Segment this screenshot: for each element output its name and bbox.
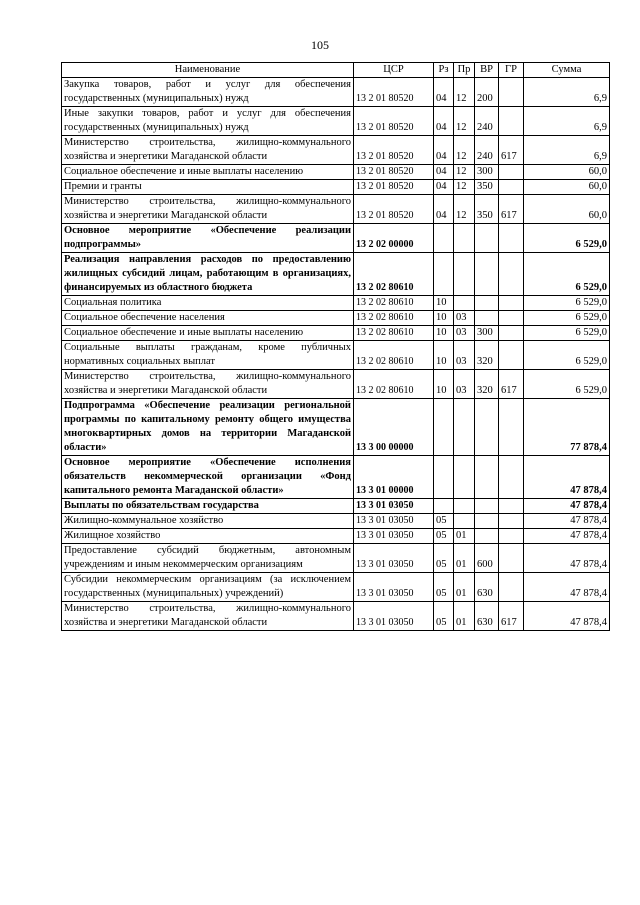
cell-gr xyxy=(499,165,524,180)
cell-csr: 13 2 02 80610 xyxy=(354,311,434,326)
cell-csr: 13 2 02 80610 xyxy=(354,370,434,399)
cell-rz xyxy=(434,456,454,499)
header-rz: Рз xyxy=(434,63,454,78)
table-row xyxy=(62,499,610,514)
table-row xyxy=(62,529,610,544)
cell-gr: 617 xyxy=(499,370,524,399)
cell-vr xyxy=(475,311,499,326)
cell-vr xyxy=(475,514,499,529)
header-name: Наименование xyxy=(62,63,354,78)
cell-sum: 6 529,0 xyxy=(524,224,610,253)
cell-name: Реализация направления расходов по предоставлению жилищных субсидий лицам, работающим в организациях, финансируемых из областного бюджета xyxy=(62,253,354,296)
cell-pr: 01 xyxy=(454,529,475,544)
cell-vr: 300 xyxy=(475,326,499,341)
cell-csr: 13 2 02 80610 xyxy=(354,326,434,341)
cell-gr xyxy=(499,326,524,341)
cell-sum: 47 878,4 xyxy=(524,602,610,631)
cell-gr xyxy=(499,529,524,544)
cell-sum: 60,0 xyxy=(524,180,610,195)
cell-gr xyxy=(499,78,524,107)
table-row xyxy=(62,311,610,326)
table-body xyxy=(62,78,610,631)
cell-rz: 10 xyxy=(434,370,454,399)
cell-pr: 03 xyxy=(454,370,475,399)
cell-name: Подпрограмма «Обеспечение реализации региональной программы по капитальному ремонту общего имущества многоквартирных домов на территории Магаданской области» xyxy=(62,399,354,456)
cell-csr: 13 3 01 03050 xyxy=(354,544,434,573)
cell-vr: 350 xyxy=(475,180,499,195)
cell-gr xyxy=(499,499,524,514)
cell-name: Социальная политика xyxy=(62,296,354,311)
cell-csr: 13 3 01 03050 xyxy=(354,573,434,602)
cell-csr: 13 3 01 03050 xyxy=(354,529,434,544)
cell-gr xyxy=(499,107,524,136)
cell-sum: 47 878,4 xyxy=(524,529,610,544)
cell-gr xyxy=(499,253,524,296)
cell-pr: 12 xyxy=(454,180,475,195)
cell-gr xyxy=(499,544,524,573)
budget-table xyxy=(61,62,610,631)
cell-gr: 617 xyxy=(499,136,524,165)
cell-sum: 47 878,4 xyxy=(524,544,610,573)
table-row xyxy=(62,253,610,296)
cell-rz: 04 xyxy=(434,165,454,180)
table-row xyxy=(62,180,610,195)
cell-sum: 6,9 xyxy=(524,107,610,136)
cell-csr: 13 2 02 80610 xyxy=(354,253,434,296)
cell-name: Жилищно-коммунальное хозяйство xyxy=(62,514,354,529)
cell-pr: 03 xyxy=(454,341,475,370)
cell-rz: 10 xyxy=(434,341,454,370)
cell-csr: 13 2 02 00000 xyxy=(354,224,434,253)
cell-name: Иные закупки товаров, работ и услуг для обеспечения государственных (муниципальных) нужд xyxy=(62,107,354,136)
cell-name: Министерство строительства, жилищно-коммунального хозяйства и энергетики Магаданской области xyxy=(62,370,354,399)
cell-csr: 13 2 01 80520 xyxy=(354,136,434,165)
cell-sum: 6 529,0 xyxy=(524,370,610,399)
cell-vr xyxy=(475,253,499,296)
cell-sum: 6 529,0 xyxy=(524,341,610,370)
cell-pr xyxy=(454,296,475,311)
cell-rz xyxy=(434,253,454,296)
cell-csr: 13 2 01 80520 xyxy=(354,195,434,224)
cell-sum: 6 529,0 xyxy=(524,253,610,296)
cell-pr: 01 xyxy=(454,573,475,602)
cell-name: Министерство строительства, жилищно-коммунального хозяйства и энергетики Магаданской области xyxy=(62,136,354,165)
cell-name: Социальные выплаты гражданам, кроме публичных нормативных социальных выплат xyxy=(62,341,354,370)
table-row xyxy=(62,296,610,311)
cell-pr: 12 xyxy=(454,78,475,107)
header-csr: ЦСР xyxy=(354,63,434,78)
cell-name: Социальное обеспечение и иные выплаты населению xyxy=(62,165,354,180)
cell-gr xyxy=(499,311,524,326)
cell-gr xyxy=(499,296,524,311)
cell-vr: 240 xyxy=(475,107,499,136)
table-row xyxy=(62,544,610,573)
cell-gr xyxy=(499,341,524,370)
cell-vr xyxy=(475,456,499,499)
cell-sum: 77 878,4 xyxy=(524,399,610,456)
cell-vr: 630 xyxy=(475,602,499,631)
cell-vr: 320 xyxy=(475,341,499,370)
cell-sum: 6,9 xyxy=(524,78,610,107)
cell-name: Социальное обеспечение населения xyxy=(62,311,354,326)
cell-csr: 13 2 02 80610 xyxy=(354,296,434,311)
cell-csr: 13 2 01 80520 xyxy=(354,107,434,136)
cell-pr: 03 xyxy=(454,326,475,341)
cell-rz xyxy=(434,399,454,456)
cell-sum: 47 878,4 xyxy=(524,514,610,529)
cell-name: Жилищное хозяйство xyxy=(62,529,354,544)
header-gr: ГР xyxy=(499,63,524,78)
table-row xyxy=(62,602,610,631)
cell-vr: 300 xyxy=(475,165,499,180)
cell-csr: 13 3 01 03050 xyxy=(354,499,434,514)
cell-name: Премии и гранты xyxy=(62,180,354,195)
cell-vr: 320 xyxy=(475,370,499,399)
cell-pr xyxy=(454,399,475,456)
cell-rz: 04 xyxy=(434,195,454,224)
cell-csr: 13 3 01 03050 xyxy=(354,602,434,631)
cell-rz: 05 xyxy=(434,544,454,573)
cell-pr: 12 xyxy=(454,195,475,224)
cell-sum: 6 529,0 xyxy=(524,311,610,326)
table-row xyxy=(62,195,610,224)
table-row xyxy=(62,326,610,341)
cell-gr: 617 xyxy=(499,602,524,631)
cell-pr xyxy=(454,456,475,499)
cell-rz xyxy=(434,224,454,253)
cell-name: Министерство строительства, жилищно-коммунального хозяйства и энергетики Магаданской области xyxy=(62,602,354,631)
cell-name: Субсидии некоммерческим организациям (за исключением государственных (муниципальных) учреждений) xyxy=(62,573,354,602)
cell-sum: 6 529,0 xyxy=(524,326,610,341)
cell-rz: 05 xyxy=(434,573,454,602)
cell-vr: 200 xyxy=(475,78,499,107)
cell-csr: 13 2 01 80520 xyxy=(354,165,434,180)
cell-name: Основное мероприятие «Обеспечение реализации подпрограммы» xyxy=(62,224,354,253)
cell-vr: 240 xyxy=(475,136,499,165)
cell-sum: 47 878,4 xyxy=(524,573,610,602)
cell-rz xyxy=(434,499,454,514)
table-row xyxy=(62,136,610,165)
cell-name: Основное мероприятие «Обеспечение исполнения обязательств некоммерческой организации «Фонд капитального ремонта Магаданской области» xyxy=(62,456,354,499)
cell-pr: 12 xyxy=(454,107,475,136)
cell-rz: 05 xyxy=(434,602,454,631)
cell-rz: 04 xyxy=(434,107,454,136)
cell-sum: 47 878,4 xyxy=(524,499,610,514)
cell-pr xyxy=(454,499,475,514)
table-row xyxy=(62,78,610,107)
cell-name: Закупка товаров, работ и услуг для обеспечения государственных (муниципальных) нужд xyxy=(62,78,354,107)
cell-vr xyxy=(475,529,499,544)
table-row xyxy=(62,341,610,370)
cell-sum: 6,9 xyxy=(524,136,610,165)
cell-sum: 60,0 xyxy=(524,165,610,180)
table-row xyxy=(62,573,610,602)
cell-csr: 13 2 02 80610 xyxy=(354,341,434,370)
cell-pr: 03 xyxy=(454,311,475,326)
cell-vr: 630 xyxy=(475,573,499,602)
cell-pr xyxy=(454,253,475,296)
cell-name: Социальное обеспечение и иные выплаты населению xyxy=(62,326,354,341)
cell-vr xyxy=(475,399,499,456)
cell-rz: 04 xyxy=(434,180,454,195)
table-row xyxy=(62,399,610,456)
cell-gr xyxy=(499,514,524,529)
cell-csr: 13 2 01 80520 xyxy=(354,78,434,107)
header-pr: Пр xyxy=(454,63,475,78)
cell-vr xyxy=(475,296,499,311)
cell-rz: 10 xyxy=(434,296,454,311)
cell-rz: 10 xyxy=(434,311,454,326)
cell-vr xyxy=(475,224,499,253)
cell-csr: 13 3 01 03050 xyxy=(354,514,434,529)
cell-rz: 05 xyxy=(434,529,454,544)
header-sum: Сумма xyxy=(524,63,610,78)
cell-pr: 01 xyxy=(454,602,475,631)
cell-pr xyxy=(454,514,475,529)
cell-sum: 47 878,4 xyxy=(524,456,610,499)
cell-pr: 12 xyxy=(454,165,475,180)
table-row xyxy=(62,370,610,399)
cell-gr xyxy=(499,573,524,602)
cell-csr: 13 3 01 00000 xyxy=(354,456,434,499)
cell-gr xyxy=(499,456,524,499)
cell-rz: 10 xyxy=(434,326,454,341)
cell-pr xyxy=(454,224,475,253)
cell-vr: 350 xyxy=(475,195,499,224)
cell-sum: 6 529,0 xyxy=(524,296,610,311)
table-header-row xyxy=(62,63,610,78)
cell-sum: 60,0 xyxy=(524,195,610,224)
cell-rz: 04 xyxy=(434,78,454,107)
cell-rz: 04 xyxy=(434,136,454,165)
cell-pr: 01 xyxy=(454,544,475,573)
cell-csr: 13 2 01 80520 xyxy=(354,180,434,195)
table-row xyxy=(62,456,610,499)
header-vr: ВР xyxy=(475,63,499,78)
table-row xyxy=(62,165,610,180)
cell-gr xyxy=(499,180,524,195)
cell-name: Предоставление субсидий бюджетным, автономным учреждениям и иным некоммерческим организациям xyxy=(62,544,354,573)
page-number: 105 xyxy=(311,38,329,52)
cell-vr xyxy=(475,499,499,514)
cell-gr: 617 xyxy=(499,195,524,224)
cell-gr xyxy=(499,399,524,456)
cell-name: Министерство строительства, жилищно-коммунального хозяйства и энергетики Магаданской области xyxy=(62,195,354,224)
cell-pr: 12 xyxy=(454,136,475,165)
table-row xyxy=(62,514,610,529)
cell-csr: 13 3 00 00000 xyxy=(354,399,434,456)
cell-vr: 600 xyxy=(475,544,499,573)
table-row xyxy=(62,224,610,253)
table-row xyxy=(62,107,610,136)
cell-name: Выплаты по обязательствам государства xyxy=(62,499,354,514)
cell-rz: 05 xyxy=(434,514,454,529)
cell-gr xyxy=(499,224,524,253)
